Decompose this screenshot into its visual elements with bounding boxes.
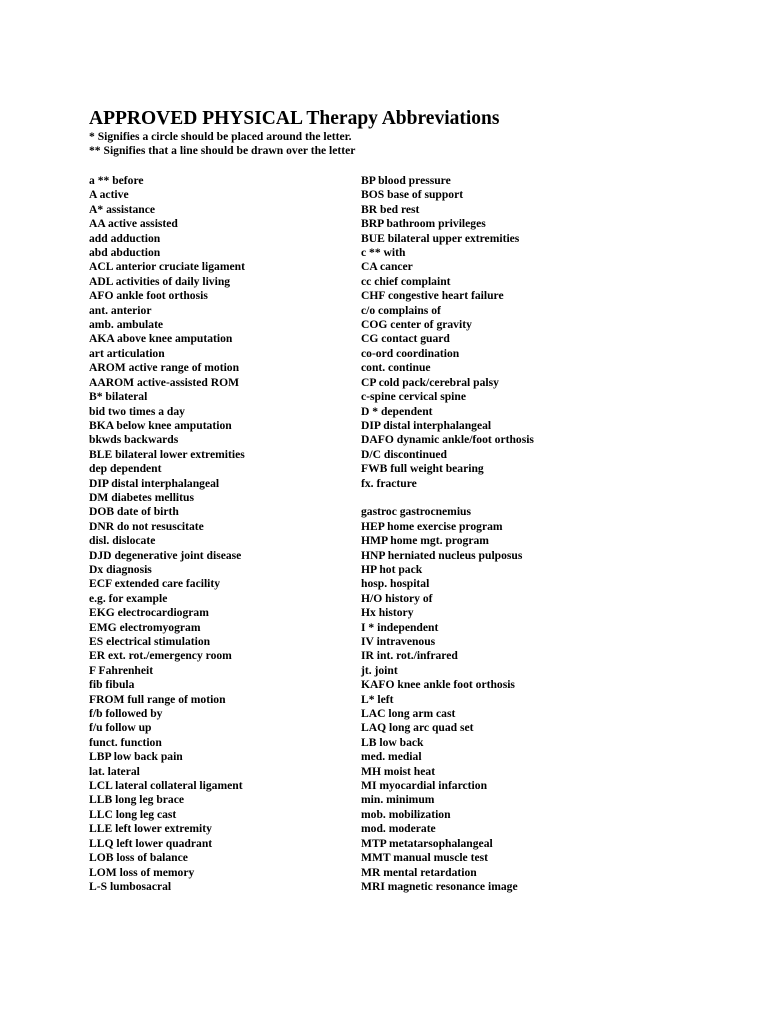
abbreviation-entry: IV intravenous bbox=[361, 635, 436, 648]
abbreviation-entry: amb. ambulate bbox=[89, 318, 164, 332]
abbreviation-entry: LLC long leg cast bbox=[89, 807, 177, 821]
abbreviation-entry: e.g. for example bbox=[89, 591, 168, 605]
abbreviation-entry: cont. continue bbox=[361, 361, 431, 375]
abbreviation-entry: FROM full range of motion bbox=[89, 692, 226, 706]
abbreviation-entry: bid two times a day bbox=[89, 404, 185, 418]
abbreviation-entry: A active bbox=[89, 188, 129, 202]
abbreviation-entry: LOB loss of balance bbox=[89, 851, 188, 865]
abbreviation-entry: mod. moderate bbox=[361, 822, 436, 836]
abbreviation-entry: funct. function bbox=[89, 735, 162, 749]
abbreviation-entry: ant. anterior bbox=[89, 303, 152, 317]
abbreviation-entry: MR mental retardation bbox=[361, 865, 477, 879]
abbreviation-entry: MRI magnetic resonance image bbox=[361, 879, 518, 893]
abbreviation-entry: cc chief complaint bbox=[361, 274, 451, 288]
abbreviation-entry: abd abduction bbox=[89, 246, 161, 260]
abbreviation-entry: ER ext. rot./emergency room bbox=[89, 649, 232, 663]
abbreviation-entry: DJD degenerative joint disease bbox=[89, 548, 242, 562]
abbreviation-entry: Dx diagnosis bbox=[89, 562, 152, 576]
abbreviation-entry: EMG electromyogram bbox=[89, 620, 201, 634]
abbreviation-entry: MTP metatarsophalangeal bbox=[361, 836, 493, 850]
abbreviation-entry: FWB full weight bearing bbox=[361, 462, 484, 476]
abbreviation-entry: ACL anterior cruciate ligament bbox=[89, 260, 245, 274]
abbreviation-entry: f/b followed by bbox=[89, 707, 163, 721]
abbreviation-entry: dep dependent bbox=[89, 462, 162, 476]
abbreviation-entry: CG contact guard bbox=[361, 332, 450, 346]
abbreviation-entry: LAQ long arc quad set bbox=[361, 721, 474, 735]
abbreviation-entry: co-ord coordination bbox=[361, 346, 460, 360]
abbreviation-entry: c-spine cervical spine bbox=[361, 390, 466, 404]
abbreviation-entry: AROM active range of motion bbox=[89, 361, 240, 375]
abbreviation-entry: L* left bbox=[361, 692, 394, 706]
abbreviation-entry: Hx history bbox=[361, 606, 414, 620]
abbreviation-entry: DAFO dynamic ankle/foot orthosis bbox=[361, 433, 534, 447]
abbreviation-entry: F Fahrenheit bbox=[89, 663, 154, 677]
abbreviation-entry: ES electrical stimulation bbox=[89, 635, 211, 648]
abbreviation-entry: AAROM active-assisted ROM bbox=[89, 375, 240, 389]
abbreviation-entry: LAC long arm cast bbox=[361, 707, 456, 721]
abbreviation-entry: BP blood pressure bbox=[361, 174, 451, 187]
abbreviation-entry: mob. mobilization bbox=[361, 807, 451, 821]
abbreviation-entry: DOB date of birth bbox=[89, 505, 179, 519]
abbreviation-entry: HMP home mgt. program bbox=[361, 534, 489, 548]
abbreviation-entry: lat. lateral bbox=[89, 764, 140, 778]
abbreviation-entry: DM diabetes mellitus bbox=[89, 490, 194, 504]
abbreviation-entry: BKA below knee amputation bbox=[89, 418, 232, 432]
abbreviation-entry: c/o complains of bbox=[361, 303, 441, 317]
abbreviation-list-right bbox=[361, 174, 641, 894]
abbreviation-entry: COG center of gravity bbox=[361, 318, 472, 332]
abbreviation-entry: MH moist heat bbox=[361, 764, 436, 778]
abbreviation-entry: EKG electrocardiogram bbox=[89, 606, 209, 620]
abbreviation-entry: fib fibula bbox=[89, 678, 135, 692]
abbreviation-entry: hosp. hospital bbox=[361, 577, 430, 591]
abbreviation-entry: LBP low back pain bbox=[89, 750, 183, 764]
abbreviation-entry: bkwds backwards bbox=[89, 433, 179, 447]
abbreviation-entry: I * independent bbox=[361, 620, 439, 634]
abbreviation-entry: ECF extended care facility bbox=[89, 577, 221, 591]
note-line: ** Signifies that a line should be drawn over the letter bbox=[89, 144, 356, 157]
abbreviation-entry: f/u follow up bbox=[89, 721, 152, 735]
abbreviation-entry: med. medial bbox=[361, 750, 422, 764]
abbreviation-entry: DIP distal interphalangeal bbox=[361, 418, 492, 432]
abbreviation-entry: LB low back bbox=[361, 735, 424, 749]
abbreviation-entry: L-S lumbosacral bbox=[89, 879, 172, 893]
abbreviation-entry: CP cold pack/cerebral palsy bbox=[361, 375, 499, 389]
abbreviation-entry: BLE bilateral lower extremities bbox=[89, 447, 245, 461]
abbreviation-entry: BRP bathroom privileges bbox=[361, 217, 486, 231]
abbreviation-entry: ADL activities of daily living bbox=[89, 274, 231, 288]
document-title: APPROVED PHYSICAL Therapy Abbreviations bbox=[89, 108, 500, 129]
abbreviation-entry: CHF congestive heart failure bbox=[361, 289, 504, 303]
abbreviation-entry: KAFO knee ankle foot orthosis bbox=[361, 678, 515, 692]
abbreviation-entry: add adduction bbox=[89, 231, 161, 245]
abbreviation-entry: jt. joint bbox=[361, 663, 398, 677]
abbreviation-entry: BR bed rest bbox=[361, 202, 420, 216]
abbreviation-entry: AKA above knee amputation bbox=[89, 332, 233, 346]
abbreviation-entry: CA cancer bbox=[361, 260, 413, 274]
abbreviation-entry: D/C discontinued bbox=[361, 447, 448, 461]
abbreviation-entry: AA active assisted bbox=[89, 217, 178, 231]
abbreviation-list-left bbox=[89, 174, 349, 894]
abbreviation-entry: BOS base of support bbox=[361, 188, 464, 202]
abbreviation-entry: D * dependent bbox=[361, 404, 433, 418]
note-circle: * Signifies a circle should be placed around the letter. bbox=[89, 130, 352, 143]
abbreviation-entry: HP hot pack bbox=[361, 562, 423, 576]
abbreviation-entry: H/O history of bbox=[361, 591, 433, 605]
abbreviation-entry: HEP home exercise program bbox=[361, 519, 503, 533]
abbreviation-entry: LLB long leg brace bbox=[89, 793, 185, 807]
abbreviation-entry: LOM loss of memory bbox=[89, 865, 195, 879]
abbreviation-entry: B* bilateral bbox=[89, 390, 148, 404]
abbreviation-entry: fx. fracture bbox=[361, 476, 417, 490]
abbreviation-entry: min. minimum bbox=[361, 793, 435, 807]
abbreviation-entry: DNR do not resuscitate bbox=[89, 519, 204, 533]
abbreviation-entry: gastroc gastrocnemius bbox=[361, 505, 472, 519]
abbreviation-entry: LLQ left lower quadrant bbox=[89, 836, 213, 850]
abbreviation-entry: AFO ankle foot orthosis bbox=[89, 289, 208, 303]
abbreviation-entry: LCL lateral collateral ligament bbox=[89, 779, 243, 793]
abbreviation-entry: LLE left lower extremity bbox=[89, 822, 212, 836]
abbreviation-entry: c ** with bbox=[361, 246, 406, 260]
abbreviation-entry: MI myocardial infarction bbox=[361, 779, 488, 793]
abbreviation-entry: MMT manual muscle test bbox=[361, 851, 488, 865]
abbreviation-entry: DIP distal interphalangeal bbox=[89, 476, 220, 490]
abbreviation-entry: IR int. rot./infrared bbox=[361, 649, 458, 663]
abbreviation-entry: A* assistance bbox=[89, 202, 156, 216]
abbreviation-entry: BUE bilateral upper extremities bbox=[361, 231, 520, 245]
abbreviation-entry: a ** before bbox=[89, 174, 144, 187]
abbreviation-entry: disl. dislocate bbox=[89, 534, 156, 548]
abbreviation-entry: art articulation bbox=[89, 346, 165, 360]
abbreviation-entry: HNP herniated nucleus pulposus bbox=[361, 548, 523, 562]
blank-line bbox=[361, 491, 641, 505]
